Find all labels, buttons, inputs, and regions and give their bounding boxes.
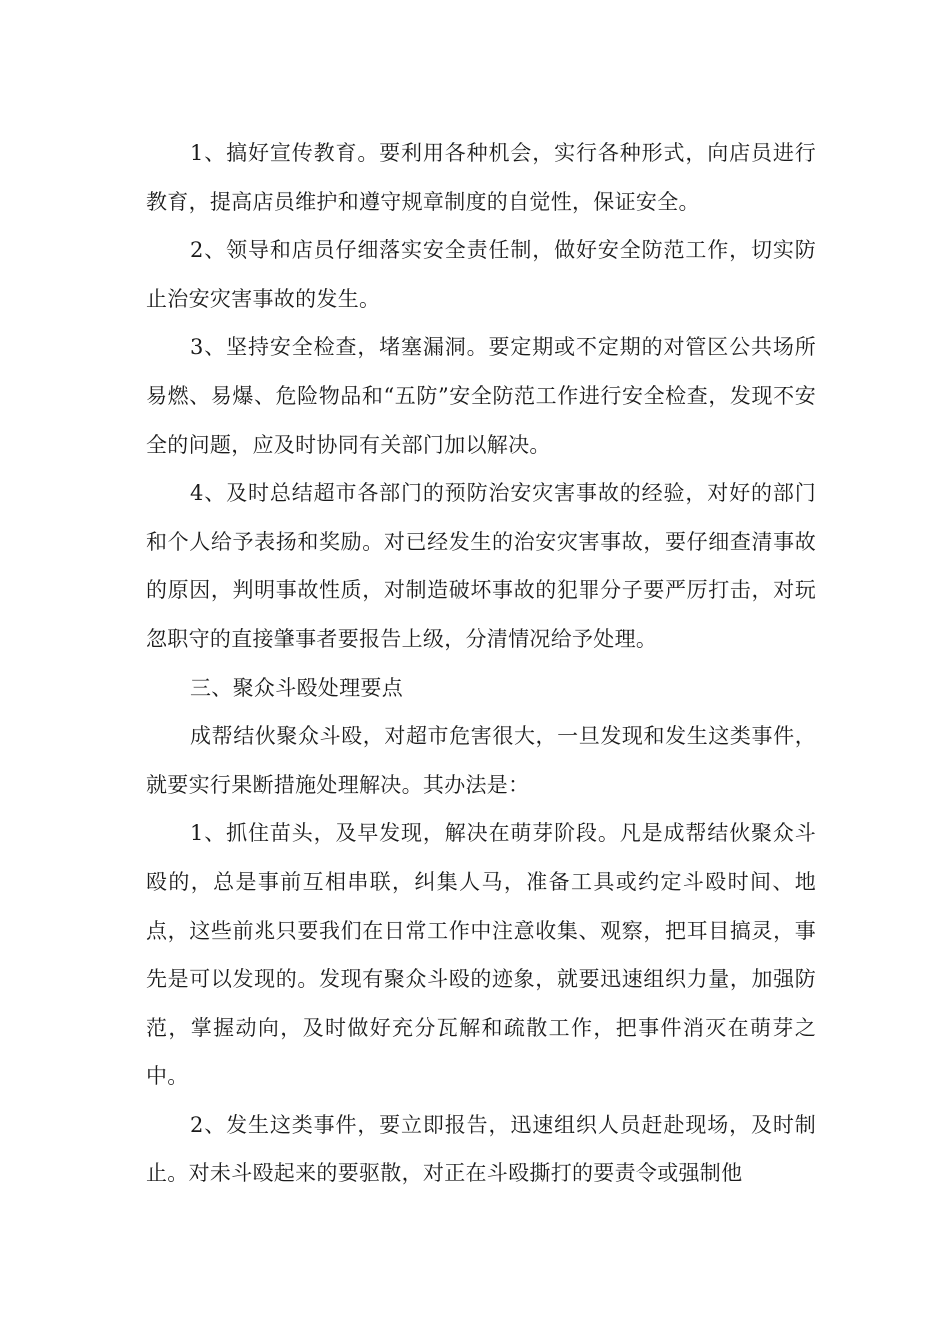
section-intro: 成帮结伙聚众斗殴，对超市危害很大，一旦发现和发生这类事件，就要实行果断措施处理解决。其办法是： [146,724,816,797]
document-body [146,129,816,1198]
paragraph-item-2: 2、领导和店员仔细落实安全责任制，做好安全防范工作，切实防止治安灾害事故的发生。 [146,238,816,311]
paragraph-item-1: 1、搞好宣传教育。要利用各种机会，实行各种形式，向店员进行教育，提高店员维护和遵守规章制度的自觉性，保证安全。 [146,141,816,214]
section-heading: 三、聚众斗殴处理要点 [190,675,403,700]
paragraph-item-4: 4、及时总结超市各部门的预防治安灾害事故的经验，对好的部门和个人给予表扬和奖励。对已经发生的治安灾害事故，要仔细查清事故的原因，判明事故性质，对制造破坏事故的犯罪分子要严厉打击，对玩忽职守的直接肇事者要报告上级，分清情况给予处理。 [146,481,816,651]
paragraph-item-3: 3、坚持安全检查，堵塞漏洞。要定期或不定期的对管区公共场所易燃、易爆、危险物品和“五防”安全防范工作进行安全检查，发现不安全的问题，应及时协同有关部门加以解决。 [146,335,816,457]
paragraph-item-5: 1、抓住苗头，及早发现，解决在萌芽阶段。凡是成帮结伙聚众斗殴的，总是事前互相串联，纠集人马，准备工具或约定斗殴时间、地点，这些前兆只要我们在日常工作中注意收集、观察，把耳目搞灵，事先是可以发现的。发现有聚众斗殴的迹象，就要迅速组织力量，加强防范，掌握动向，及时做好充分瓦解和疏散工作，把事件消灭在萌芽之中。 [146,821,816,1089]
paragraph-item-6: 2、发生这类事件，要立即报告，迅速组织人员赶赴现场，及时制止。对未斗殴起来的要驱散，对正在斗殴撕打的要责令或强制他 [146,1112,816,1186]
